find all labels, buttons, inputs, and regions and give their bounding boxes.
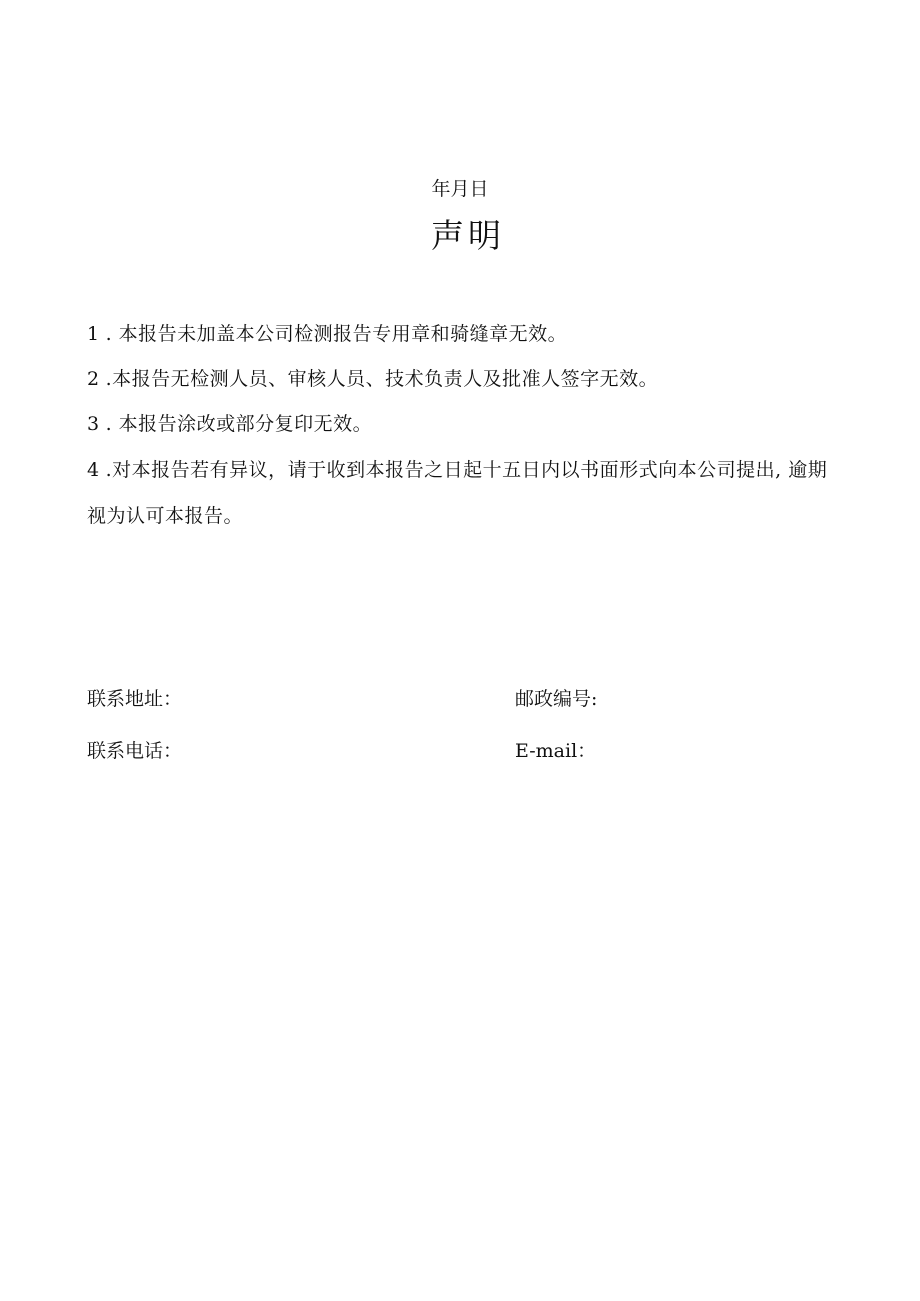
contact-row-address [87,686,867,712]
page-title: 声明 [431,216,505,255]
postcode-label: 邮政编号: [515,688,598,710]
statement-number: 1 [87,323,100,345]
statement-number: 2 [87,368,100,390]
statement-text: .本报告无检测人员、审核人员、技术负责人及批准人签字无效。 [105,368,659,390]
statement-item-2 [87,357,837,402]
statement-text: . 本报告未加盖本公司检测报告专用章和骑缝章无效。 [105,323,568,345]
statement-text: .对本报告若有异议，请于收到本报告之日起十五日内以书面形式向本公司提出, 逾期视为认可本报告。 [87,459,828,527]
statement-number: 3 [87,413,100,435]
phone-label: 联系电话： [87,740,183,762]
statement-item-4 [87,447,837,539]
address-label: 联系地址： [87,688,183,710]
date-line: 年月日 [431,178,489,200]
email-label: E-mail： [515,740,597,762]
statement-list [87,312,837,539]
statement-item-1 [87,312,837,357]
statement-number: 4 [87,459,100,481]
statement-text: . 本报告涂改或部分复印无效。 [105,413,373,435]
statement-item-3 [87,402,837,447]
contact-row-phone [87,738,867,764]
